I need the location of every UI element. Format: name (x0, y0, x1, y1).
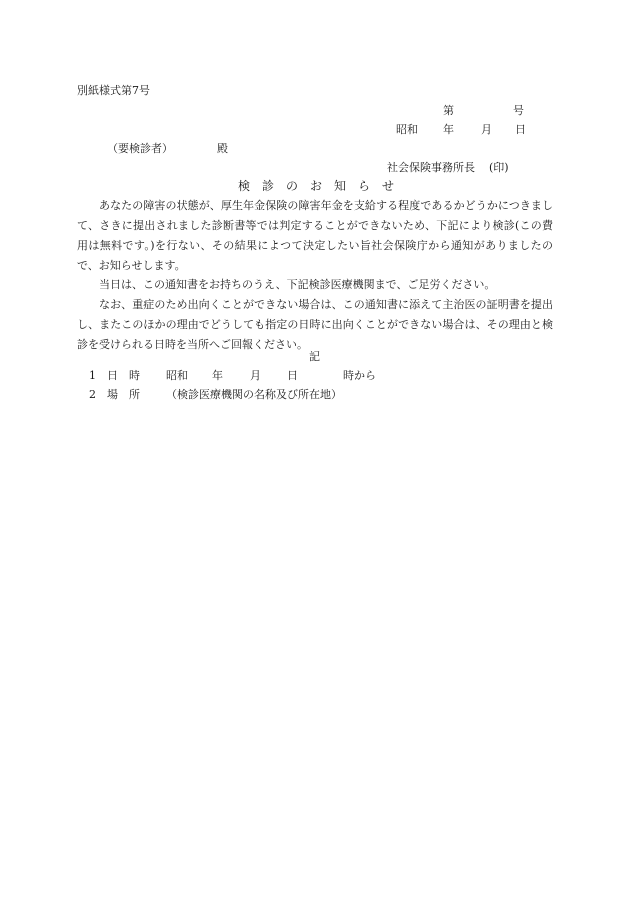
date-year: 年 (443, 123, 454, 136)
item-2-label: 場 所 (107, 388, 140, 401)
date-month: 月 (481, 123, 492, 136)
paragraph-3: なお、重症のため出向くことができない場合は、この通知書に添えて主治医の証明書を提出し、またこのほかの理由でどうしても指定の日時に出向くことができない場合は、その理由と検診を受けられる日時を当所へご回報ください。 (77, 298, 553, 351)
item-2-number: 2 (89, 388, 96, 401)
number-suffix: 号 (513, 104, 524, 117)
date-era: 昭和 (396, 123, 418, 136)
sender-name: 社会保険事務所長 (387, 161, 475, 174)
document-title: 検 診 の お 知 ら せ (238, 179, 395, 193)
item-1-number: 1 (89, 369, 96, 382)
date-day: 日 (515, 123, 526, 136)
item-2-value: （検診医療機関の名称及び所在地） (166, 388, 342, 401)
item-1-year: 年 (212, 369, 223, 382)
item-1-suffix: 時から (343, 369, 376, 382)
item-1-era: 昭和 (166, 369, 188, 382)
sender-seal: (印) (489, 161, 509, 174)
addressee-name: （要検診者） (107, 142, 173, 155)
item-1-label: 日 時 (107, 369, 140, 382)
form-label: 別紙様式第7号 (77, 84, 150, 97)
ki-heading: 記 (309, 350, 320, 363)
number-prefix: 第 (443, 104, 454, 117)
item-1-month: 月 (250, 369, 261, 382)
paragraph-1: あなたの障害の状態が、厚生年金保険の障害年金を支給する程度であるかどうかにつきまして、さきに提出されました診断書等では判定することができないため、下記により検診(この費用は無料です。)を行ない、その結果によつて決定したい旨社会保険庁から通知がありましたので、お知らせします。 (77, 199, 553, 272)
item-1-day: 日 (287, 369, 298, 382)
paragraph-2: 当日は、この通知書をお持ちのうえ、下記検診医療機関まで、ご足労ください。 (99, 278, 496, 291)
addressee-honorific: 殿 (217, 142, 228, 155)
